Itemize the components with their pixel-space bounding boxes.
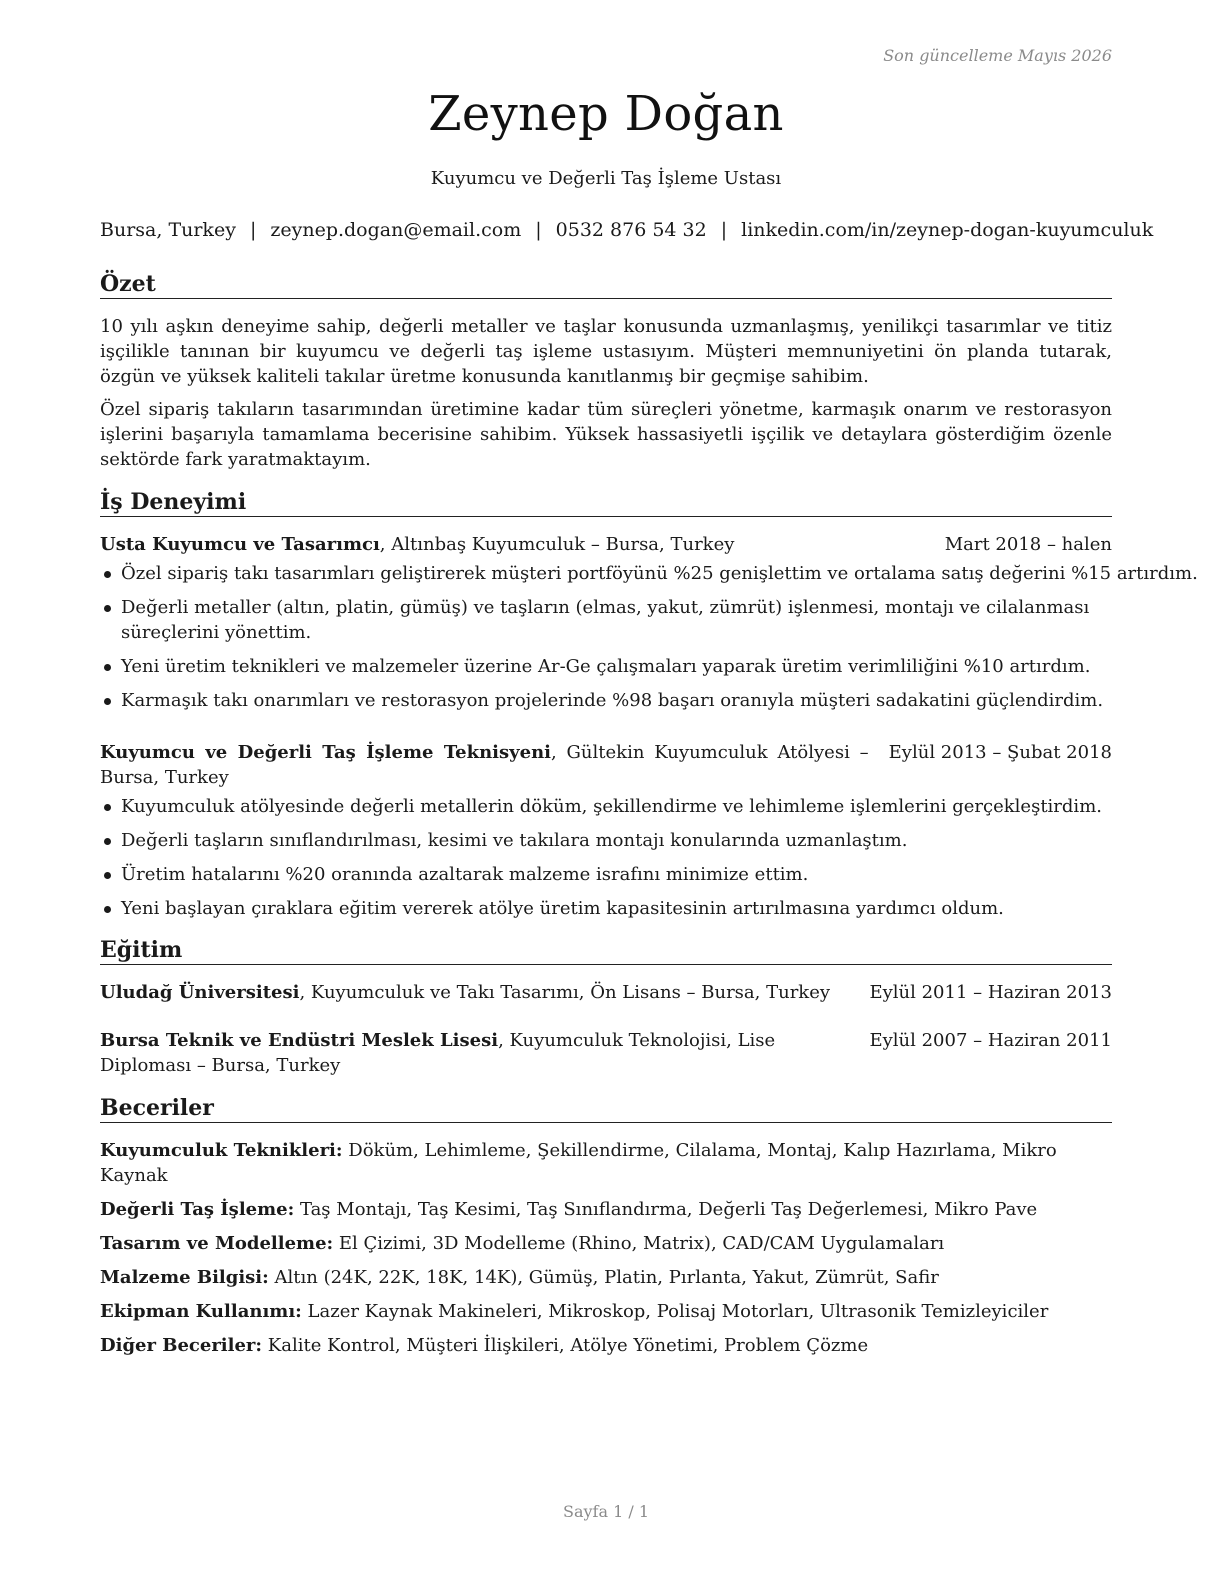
school-name: Uludağ Üniversitesi	[100, 982, 300, 1003]
job-role: Kuyumcu ve Değerli Taş İşleme Teknisyeni	[100, 742, 551, 763]
skills-section	[100, 1095, 1112, 1358]
skill-row	[100, 1265, 1112, 1290]
bullet-item: Kuyumculuk atölyesinde değerli metallerin döküm, şekillendirme ve lehimleme işlemlerini gerçekleştirdim.	[100, 794, 1112, 819]
contact-email[interactable]: zeynep.dogan@email.com	[270, 219, 522, 241]
candidate-title: Kuyumcu ve Değerli Taş İşleme Ustası	[430, 168, 782, 189]
skill-label: Ekipman Kullanımı:	[100, 1301, 302, 1322]
job-place: , Gültekin Kuyumculuk Atölyesi – Bursa, Turkey	[100, 742, 869, 788]
skill-label: Diğer Beceriler:	[100, 1335, 263, 1356]
bullet-item: Değerli metaller (altın, platin, gümüş) ve taşların (elmas, yakut, zümrüt) işlenmesi, montajı ve cilalanması süreçlerini yönettim.	[100, 595, 1112, 645]
contact-line	[100, 219, 1154, 241]
contact-phone[interactable]: 0532 876 54 32	[555, 219, 707, 241]
contact-linkedin[interactable]: linkedin.com/in/zeynep-dogan-kuyumculuk	[741, 219, 1154, 241]
contact-separator: |	[720, 219, 728, 241]
section-heading: İş Deneyimi	[100, 489, 1112, 517]
contact-location: Bursa, Turkey	[100, 219, 236, 241]
candidate-name: Zeynep Doğan	[428, 86, 784, 142]
job-bullets	[100, 561, 1198, 713]
bullet-icon	[104, 664, 111, 671]
summary-section	[100, 271, 1112, 472]
skill-row	[100, 1231, 1112, 1256]
job-header	[100, 740, 1112, 790]
education-entry	[100, 980, 1112, 1005]
job-dates: Mart 2018 – halen	[944, 534, 1112, 555]
summary-paragraph: 10 yılı aşkın deneyime sahip, değerli metaller ve taşlar konusunda uzmanlaşmış, yenilikçi tasarımlar ve titiz işçilikle tanınan bir kuyumcu ve değerli taş işleme ustasıyım. Müşteri memnuniyetini ön planda tutarak, özgün ve yüksek kaliteli takılar üretme konusunda kanıtlanmış bir geçmişe sahibim.	[100, 316, 1112, 387]
bullet-icon	[104, 872, 111, 879]
job-dates: Eylül 2013 – Şubat 2018	[888, 742, 1112, 763]
skill-value: Döküm, Lehimleme, Şekillendirme, Cilalama, Montaj, Kalıp Hazırlama, Mikro Kaynak	[100, 1140, 1057, 1186]
school-name: Bursa Teknik ve Endüstri Meslek Lisesi	[100, 1030, 499, 1051]
bullet-icon	[104, 698, 111, 705]
skill-label: Tasarım ve Modelleme:	[100, 1233, 334, 1254]
skill-row	[100, 1197, 1112, 1222]
job-header	[100, 532, 1112, 557]
skill-row	[100, 1138, 1112, 1188]
skill-row	[100, 1333, 1112, 1358]
education-entry	[100, 1028, 1112, 1078]
bullet-item: Yeni başlayan çıraklara eğitim vererek atölye üretim kapasitesinin artırılmasına yardımcı oldum.	[100, 896, 1112, 921]
job-role: Usta Kuyumcu ve Tasarımcı	[100, 534, 380, 555]
resume-page	[100, 0, 1198, 1584]
bullet-item: Karmaşık takı onarımları ve restorasyon projelerinde %98 başarı oranıyla müşteri sadakatini güçlendirdim.	[100, 688, 1112, 713]
section-heading: Özet	[100, 271, 1112, 299]
skill-value: Taş Montajı, Taş Kesimi, Taş Sınıflandırma, Değerli Taş Değerlemesi, Mikro Pave	[294, 1199, 1038, 1220]
page-number: Sayfa 1 / 1	[562, 1502, 649, 1521]
section-heading: Eğitim	[100, 937, 1112, 965]
last-updated: Son güncelleme Mayıs 2026	[883, 46, 1112, 65]
bullet-icon	[104, 906, 111, 913]
section-heading: Beceriler	[100, 1095, 1112, 1123]
job-entry	[100, 740, 1112, 921]
bullet-item: Üretim hatalarını %20 oranında azaltarak malzeme israfını minimize ettim.	[100, 862, 1112, 887]
job-place: , Altınbaş Kuyumculuk – Bursa, Turkey	[379, 534, 735, 555]
school-detail: , Kuyumculuk Teknolojisi, Lise Diploması – Bursa, Turkey	[100, 1030, 776, 1076]
skill-value: Kalite Kontrol, Müşteri İlişkileri, Atölye Yönetimi, Problem Çözme	[262, 1335, 869, 1356]
bullet-item: Özel sipariş takı tasarımları geliştirerek müşteri portföyünü %25 genişlettim ve ortalama satış değerini %15 artırdım.	[100, 561, 1112, 586]
skill-label: Malzeme Bilgisi:	[100, 1267, 269, 1288]
skill-value: El Çizimi, 3D Modelleme (Rhino, Matrix), CAD/CAM Uygulamaları	[333, 1233, 945, 1254]
summary-paragraph: Özel sipariş takıların tasarımından üretimine kadar tüm süreçleri yönetme, karmaşık onarım ve restorasyon işlerini başarıyla tamamlama becerisine sahibim. Yüksek hassasiyetli işçilik ve detaylara gösterdiğim özenle sektörde fark yaratmaktayım.	[100, 399, 1112, 470]
skill-label: Değerli Taş İşleme:	[100, 1199, 295, 1220]
skill-label: Kuyumculuk Teknikleri:	[100, 1140, 343, 1161]
contact-separator: |	[249, 219, 257, 241]
skill-value: Lazer Kaynak Makineleri, Mikroskop, Polisaj Motorları, Ultrasonik Temizleyiciler	[301, 1301, 1049, 1322]
bullet-icon	[104, 605, 111, 612]
bullet-item: Değerli taşların sınıflandırılması, kesimi ve takılara montajı konularında uzmanlaştım.	[100, 828, 1112, 853]
skill-row	[100, 1299, 1112, 1324]
contact-separator: |	[535, 219, 542, 241]
bullet-icon	[104, 838, 111, 845]
education-dates: Eylül 2007 – Haziran 2011	[869, 1030, 1112, 1051]
experience-section	[100, 489, 1198, 921]
skill-value: Altın (24K, 22K, 18K, 14K), Gümüş, Platin, Pırlanta, Yakut, Zümrüt, Safir	[268, 1267, 939, 1288]
education-section	[100, 937, 1112, 1078]
job-bullets	[100, 794, 1112, 921]
bullet-item: Yeni üretim teknikleri ve malzemeler üzerine Ar-Ge çalışmaları yaparak üretim verimliliğini %10 artırdım.	[100, 654, 1112, 679]
bullet-icon	[104, 571, 111, 578]
school-detail: , Kuyumculuk ve Takı Tasarımı, Ön Lisans – Bursa, Turkey	[299, 982, 831, 1003]
bullet-icon	[104, 804, 111, 811]
education-dates: Eylül 2011 – Haziran 2013	[869, 982, 1112, 1003]
job-entry	[100, 532, 1198, 713]
